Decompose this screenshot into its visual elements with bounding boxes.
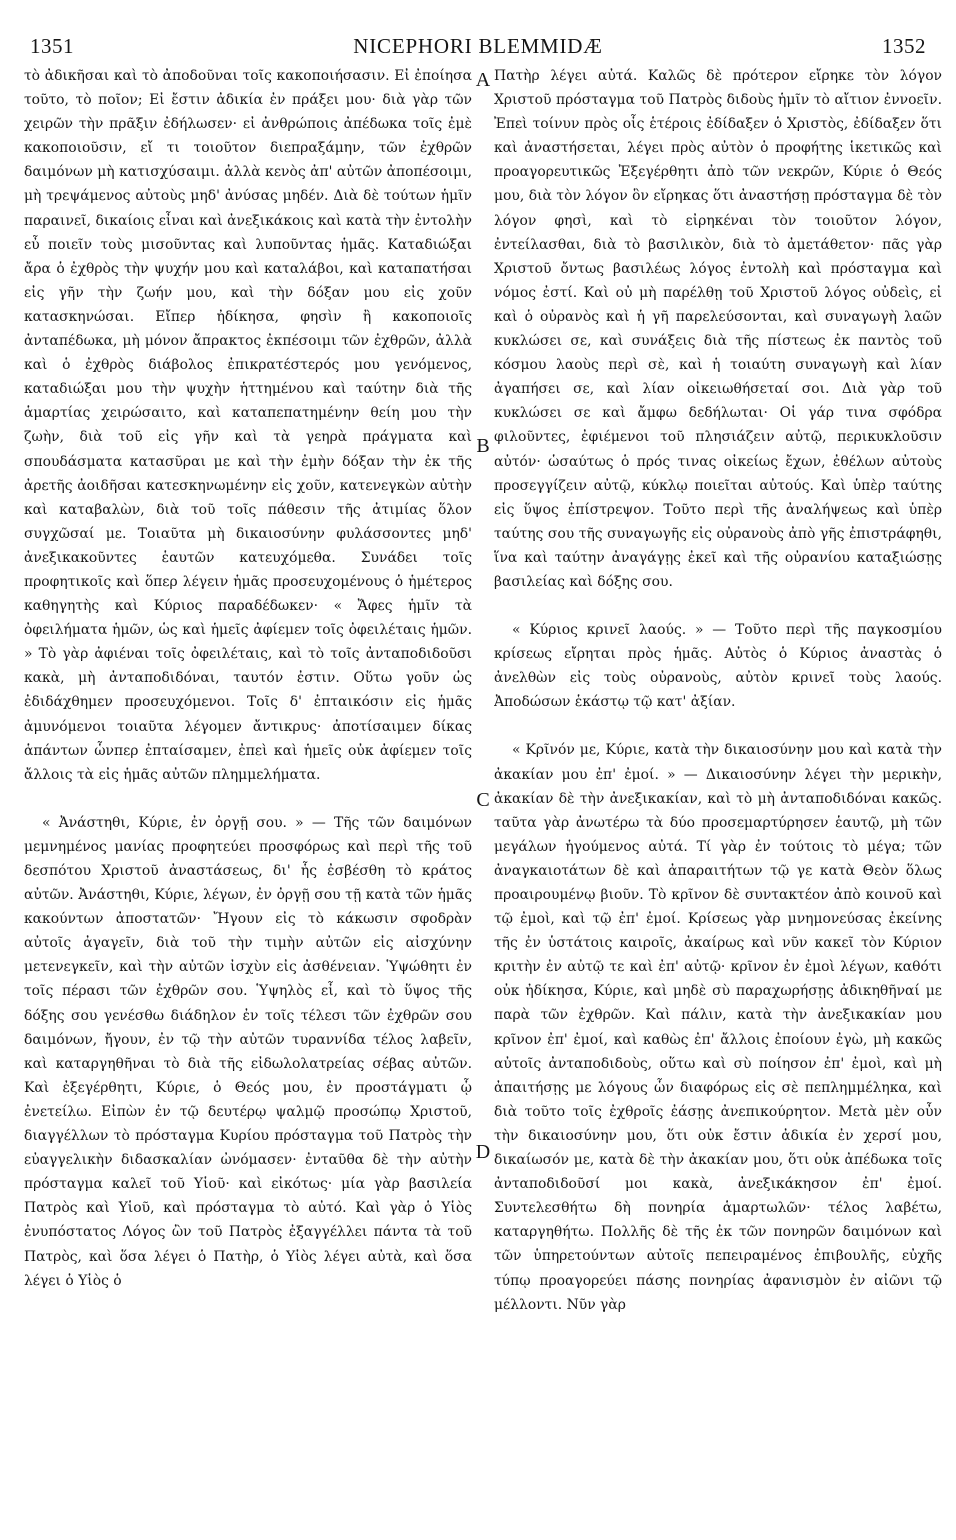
column-number-left: 1351	[30, 34, 74, 58]
margin-letter-c: C	[476, 789, 490, 811]
left-column	[24, 64, 472, 1293]
margin-letter-b: B	[476, 435, 490, 457]
right-column	[494, 64, 942, 1317]
paragraph: « Κύριος κρινεῖ λαούς. » — Τοῦτο περὶ τῆς παγκοσμίου κρίσεως εἴρηται πρὸς ἡμᾶς. Αὐτὸς ὁ Κύριος ἀναστὰς ὁ ἀνελθὼν εἰς τοὺς οὐρανοὺς, αὐτὸν κρινεῖ τοὺς λαούς. Ἀποδώσων ἑκάστῳ τῷ κατ' ἀξίαν.	[494, 622, 942, 711]
paragraph: « Ἀνάστηθι, Κύριε, ἐν ὀργῇ σου. » — Τῆς τῶν δαιμόνων μεμνημένος μανίας προφητεύει προσφόρως καὶ περὶ τῆς τοῦ δεσπότου Χριστοῦ ἀναστάσεως, δι' ἧς ἐσβέσθη τὸ κράτος αὐτῶν. Ἀνάστηθι, Κύριε, λέγων, ἐν ὀργῇ σου τῇ κατὰ τῶν ἡμᾶς κακούντων ἀποστατῶν· Ἤγουν εἰς τὸ κάκωσιν σφοδρὰν αὐτοῖς ἀγαγεῖν, διὰ τοῦ τὴν τιμὴν αὐτῶν εἰς αἰσχύνην μετενεγκεῖν, καὶ τὴν αὐτῶν ἰσχὺν εἰς ἀσθένειαν. Ὑψώθητι ἐν τοῖς πέρασι τῶν ἐχθρῶν σου. Ὑψηλὸς εἶ, καὶ τὸ ὕψος τῆς δόξης σου γενέσθω διάδηλον ἐν τοῖς τέλεσι τῶν ἐχθρῶν σου δαιμόνων, ἤγουν, ἐν τῷ τὴν αὐτῶν τυραννίδα τέλος λαβεῖν, καὶ καταργηθῆναι τὸ διὰ τῆς εἰδωλολατρείας σέβας αὐτῶν. Καὶ ἐξεγέρθητι, Κύριε, ὁ Θεός μου, ἐν προστάγματι ᾧ ἐνετείλω. Εἰπὼν ἐν τῷ δευτέρῳ ψαλμῷ προσώπῳ Χριστοῦ, διαγγέλλων τὸ πρόσταγμα Κυρίου πρόσταγμα τοῦ Πατρὸς τὴν εὐαγγελικὴν διδασκαλίαν ὠνόμασεν· ἐνταῦθα δὲ τὴν αὐτὴν πρόσταγμα καλεῖ τοῦ Υἱοῦ· καὶ εἰκότως· μία γὰρ βασιλεία Πατρὸς καὶ Υἱοῦ, καὶ πρόσταγμα τὸ αὐτό. Καὶ γὰρ ὁ Υἱὸς ἐνυπόστατος Λόγος ὢν τοῦ Πατρὸς ἐξαγγέλλει πάντα τὰ τοῦ Πατρὸς, καὶ ὅσα λέγει ὁ Πατὴρ, ὁ Υἱὸς λέγει αὐτὰ, καὶ ὅσα λέγει ὁ Υἱὸς ὁ	[24, 814, 472, 1289]
paragraph: τὸ ἀδικῆσαι καὶ τὸ ἀποδοῦναι τοῖς κακοποιήσασιν. Εἰ ἐποίησα τοῦτο, τὸ ποῖον; Εἰ ἔστιν ἀδικία ἐν πράξει μου· διὰ γὰρ τῶν χειρῶν τὴν πρᾶξιν ἐδήλωσεν· εἰ ἀνθρώποις ἀπέδωκα τοῖς ἐμὲ κακοποιοῦσιν, εἴ τι τοιοῦτον διεπραξάμην, τῶν ἐχθρῶν δαιμόνων μὴ κατισχύσαιμι. ἀλλὰ κενὸς ἀπ' αὐτῶν ἀποπέσοιμι, μὴ τρεψάμενος αὐτοὺς μηδ' ἀνύσας μηδέν. Διὰ δὲ τούτων ἡμῖν παραινεῖ, δικαίοις εἶναι καὶ ἀνεξικάκοις καὶ κατὰ τὴν ἐντολὴν εὖ ποιεῖν τοὺς μισοῦντας καὶ λυποῦντας ἡμᾶς. Καταδιώξαι ἄρα ὁ ἐχθρὸς τὴν ψυχήν μου καὶ καταλάβοι, καὶ καταπατήσαι εἰς γῆν τὴν ζωήν μου, καὶ τὴν δόξαν μου εἰς χοῦν κατασκηνώσαι. Εἴπερ ἠδίκησα, φησὶν ἢ κακοποιοῖς ἀνταπέδωκα, μὴ μόνον ἄπρακτος ἐκπέσοιμι τῶν ἐχθρῶν, ἀλλὰ καὶ ὁ ἐχθρὸς διάβολος ἐπικρατέστερός μου γενόμενος, καταδιώξαι μου τὴν ψυχὴν ἡττημένου καὶ ταύτην διὰ τῆς ἁμαρτίας χειρώσαιτο, καὶ καταπεπατημένην θείη μου τὴν ζωὴν, διὰ τοῦ εἰς γῆν καὶ τὰ γεηρὰ πράγματα καὶ σπουδάσματα κατασῦραι με καὶ τὴν ἐμὴν δόξαν τὴν ἐκ τῆς ἀρετῆς ἀοιδῆσαι κατεσκηνωμένην εἰς χοῦν, κατενεγκὼν αὐτὴν καὶ καταβαλὼν, διὰ τοῦ τοῖς πάθεσιν τῆς ἀτιμίας ὅλον συγχῶσαί με. Τοιαῦτα μὴ δικαιοσύνην φυλάσσοντες μηδ' ἀνεξικακοῦντες ἑαυτῶν κατευχόμεθα. Συνάδει τοῖς προφητικοῖς καὶ ὅπερ λέγειν ἡμᾶς προσευχομένους ὁ ἡμέτερος καθηγητὴς καὶ Κύριος παραδέδωκεν· « Ἄφες ἡμῖν τὰ ὀφειλήματα ἡμῶν, ὡς καὶ ἡμεῖς ἀφίεμεν τοῖς ὀφειλέταις ἡμῶν. » Τὸ γὰρ ἀφιέναι τοῖς ὀφειλέταις, καὶ τὸ τοῖς ἀνταποδιδοῦσι κακὰ, μὴ ἀνταποδιδόναι, ταυτόν ἐστιν. Οὕτω γοῦν ὡς ἐδιδάχθημεν προσευχόμενοι. Τοῖς δ' ἐπταικόσιν εἰς ἡμᾶς ἀμυνόμενοι τοιαῦτα λέγομεν ἄντικρυς· ἀποτίσαιμεν δίκας ἁπάντων ὧνπερ ἐπταίσαμεν, ἐπεὶ καὶ ἡμεῖς οὐκ ἀφίεμεν τοῖς ἄλλοις τὰ εἰς ἡμᾶς αὐτῶν πλημμελήματα.	[24, 68, 472, 783]
paragraph: « Κρῖνόν με, Κύριε, κατὰ τὴν δικαιοσύνην μου καὶ κατὰ τὴν ἀκακίαν μου ἐπ' ἐμοί. » — Δικαιοσύνην λέγει τὴν μερικὴν, ἀκακίαν δὲ τὴν ἀνεξικακίαν, καὶ τὸ μὴ ἀνταποδιδόναι κακῶς. ταῦτα γὰρ ἀνωτέρω τὰ δύο προσεμαρτύρησεν ἑαυτῷ, μὴ τῶν μεγάλων ἡγούμενος αὐτά. Τί γὰρ ἐν τούτοις τὸ μέγα; τῶν ἀναγκαιοτάτων δὲ καὶ ἀπαραιτήτων τῷ γε κατὰ Θεὸν ὅλως προαιρουμένῳ βιοῦν. Τὸ κρῖνον δὲ συντακτέον ἀπὸ κοινοῦ καὶ τῷ ἐμοὶ, καὶ τῷ ἐπ' ἐμοί. Κρίσεως γὰρ μνημονεύσας ἐκείνης τῆς ἐν ὑστάτοις καιροῖς, ἀκαίρως καὶ νῦν κακεῖ τὸν Κύριον κριτὴν ἐν αὐτῷ τε καὶ ἐπ' αὐτῷ· κρῖνον ἐν ἐμοὶ λέγων, καθότι οὐκ ἠδίκησα, Κύριε, καὶ μηδὲ σὺ παραχωρήσῃς ἀδικηθῆναί με παρὰ τῶν ἐχθρῶν. Καὶ πάλιν, κατὰ τὴν ἀνεξικακίαν μου κρῖνον ἐπ' ἐμοί, καὶ καθὼς ἐπ' ἄλλοις ἐποίουν ἐγὼ, μὴ κακῶς αὐτοῖς ἀνταποδιδοὺς, οὕτω καὶ σὺ ποίησον ἐπ' ἐμοὶ, καὶ μὴ ἀπαιτήσῃς με λόγους ὧν διαφόρως εἰς σὲ πεπλημμέληκα, καὶ διὰ τοῦτο τοῖς ἐχθροῖς ἐάσῃς ἀνεπικούρητον. Μετὰ μὲν οὖν τὴν δικαιοσύνην μου, ὅτι οὐκ ἔστιν ἀδικία ἐν χερσί μου, δικαίωσόν με, κατὰ δὲ τὴν ἀκακίαν μου, ὅτι οὐκ ἀπέδωκα τοῖς ἀνταποδιδοῦσί μοι κακὰ, ἀνεξικάκησον ἐπ' ἐμοί. Συντελεσθήτω δὴ πονηρία ἁμαρτωλῶν· τέλος λαβέτω, καταργηθήτω. Πολλῆς δὲ τῆς ἐκ τῶν πονηρῶν δαιμόνων καὶ τῶν ὑπηρετούντων αὐτοῖς πεπειραμένος ἐπιβουλῆς, εὐχῆς τύπῳ προαγορεύει πάσης πονηρίας ἀφανισμὸν ἐν αἰῶνι τῷ μέλλοντι. Νῦν γὰρ	[494, 742, 942, 1313]
margin-letter-a: A	[475, 69, 491, 91]
running-title: NICEPHORI BLEMMIDÆ	[353, 34, 603, 58]
column-number-right: 1352	[882, 34, 926, 58]
margin-letter-d: D	[475, 1141, 491, 1163]
paragraph: Πατὴρ λέγει αὐτά. Καλῶς δὲ πρότερον εἴρηκε τὸν λόγον Χριστοῦ πρόσταγμα τοῦ Πατρὸς διδοὺς ἡμῖν τὸ αἴτιον ἐννοεῖν. Ἐπεὶ τοίνυν πρὸς οἷς ἑτέροις ἐδίδαξεν ὁ Χριστὸς, ἐδίδαξεν ὅτι καὶ ἀναστήσεται, λέγει πρὸς αὐτὸν ὁ προφήτης ἱκετικῶς καὶ προαγορευτικῶς Ἐξεγέρθητι ἀπὸ τῶν νεκρῶν, Κύριε ὁ Θεός μου, διὰ τὸν λόγον ὃν εἴρηκας ὅτι ἀναστήσῃ πρόσταγμα δὲ τὸν λόγον φησὶ, καὶ τὸ εἰρηκέναι τὸν τοιοῦτον λόγον, ἐντείλασθαι, διὰ τὸ βασιλικὸν, διὰ τὸ ἀμετάθετον· πᾶς γὰρ Χριστοῦ ὄντως βασιλέως λόγος ἐντολὴ καὶ πρόσταγμα καὶ νόμος ἐστί. Καὶ οὐ μὴ παρέλθῃ τοῦ Χριστοῦ λόγος οὐδεὶς, εἰ καὶ ὁ οὐρανὸς καὶ ἡ γῆ παρελεύσονται, καὶ συναγωγὴ λαῶν κυκλώσει σε, καὶ συνάξεις διὰ τῆς πίστεως ἐκ παντὸς τοῦ κόσμου λαοὺς περὶ σὲ, καὶ ἡ τοιαύτη συναγωγὴ καὶ λίαν ἀγαπήσει σε, καὶ λίαν οἰκειωθήσεταί σοι. Διὰ γὰρ τοῦ κυκλώσει σε καὶ ἄμφω δεδήλωται· Οἱ γάρ τινα σφόδρα φιλοῦντες, ἐφιέμενοι τοῦ πλησιάζειν αὐτῷ, περικυκλοῦσιν αὐτόν· ὡσαύτως ὁ πρός τινας οἰκείως ἔχων, ἐθέλων αὐτοὺς προσεγγίζειν αὐτῷ, κύκλῳ ποιεῖται αὐτούς. Καὶ ὑπὲρ ταύτης εἰς ὕψος ἐπίστρεψον. Τοῦτο περὶ τῆς ἀναλήψεως καὶ ὑπὲρ ταύτης σου τῆς συναγωγῆς εἰς οὐρανοὺς ἀπὸ γῆς ἐπιστράφηθι, ἵνα καὶ ταύτην ἀναγάγῃς ἐκεῖ καὶ τῆς οὐρανίου καταξιώσῃς βασιλείας καὶ δόξης σου.	[494, 68, 942, 590]
